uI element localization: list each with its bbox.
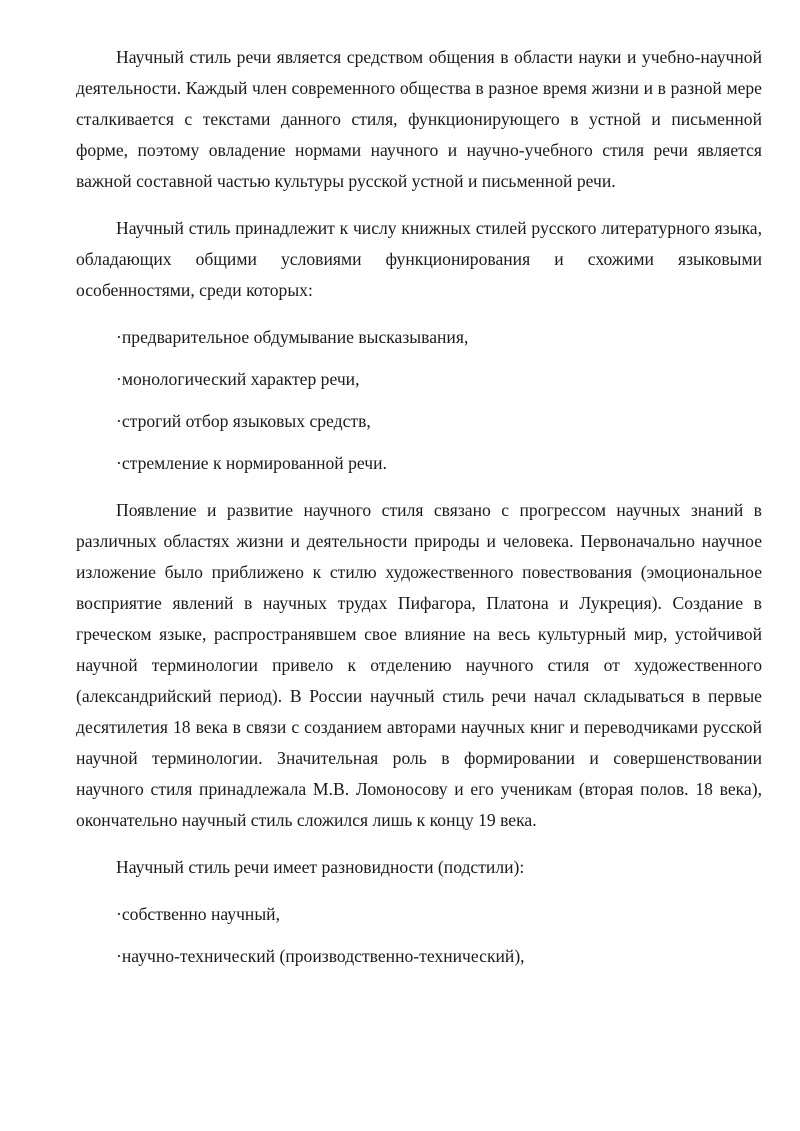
list-item-text: монологический характер речи, bbox=[121, 369, 360, 389]
bullet-dot: · bbox=[116, 369, 122, 389]
paragraph-history: Появление и развитие научного стиля связано с прогрессом научных знаний в различных областях жизни и деятельности природы и человека. Первоначально научное изложение было приближено к стилю художественного повествования (эмоциональное восприятие явлений в научных трудах Пифагора, Платона и Лукреция). Создание в греческом языке, распространявшем свое влияние на весь культурный мир, устойчивой научной терминологии привело к отделению научного стиля от художественного (александрийский период). В России научный стиль речи начал складываться в первые десятилетия 18 века в связи с созданием авторами научных книг и переводчиками русской научной терминологии. Значительная роль в формировании и совершенствовании научного стиля принадлежала М.В. Ломоносову и его ученикам (вторая полов. 18 века), окончательно научный стиль сложился лишь к концу 19 века. bbox=[76, 500, 762, 830]
document-body bbox=[76, 42, 762, 983]
list-item-feature bbox=[76, 448, 762, 479]
list-item-text: научно-технический (производственно-технический), bbox=[121, 946, 525, 966]
list-item-text: стремление к нормированной речи. bbox=[121, 453, 387, 473]
list-item-text: собственно научный, bbox=[121, 904, 280, 924]
list-item-feature bbox=[76, 322, 762, 353]
paragraph-book-styles: Научный стиль принадлежит к числу книжных стилей русского литературного языка, обладающих общими условиями функционирования и схожими языковыми особенностями, среди которых: bbox=[76, 218, 762, 300]
list-item-text: предварительное обдумывание высказывания, bbox=[121, 327, 469, 347]
list-item-substyle bbox=[76, 941, 762, 972]
bullet-dot: · bbox=[116, 904, 122, 924]
bullet-dot: · bbox=[116, 411, 122, 431]
list-item-substyle bbox=[76, 899, 762, 930]
bullet-dot: · bbox=[116, 946, 122, 966]
list-item-feature bbox=[76, 364, 762, 395]
list-item-text: строгий отбор языковых средств, bbox=[121, 411, 371, 431]
bullet-dot: · bbox=[116, 453, 122, 473]
paragraph-scientific-style-intro: Научный стиль речи является средством общения в области науки и учебно-научной деятельности. Каждый член современного общества в разное время жизни и в разной мере сталкивается с текстами данного стиля, функционирующего в устной и письменной форме, поэтому овладение нормами научного и научно-учебного стиля речи является важной составной частью культуры русской устной и письменной речи. bbox=[76, 47, 762, 191]
bullet-dot: · bbox=[116, 327, 122, 347]
list-item-feature bbox=[76, 406, 762, 437]
paragraph-substyles-intro: Научный стиль речи имеет разновидности (подстили): bbox=[116, 857, 525, 877]
